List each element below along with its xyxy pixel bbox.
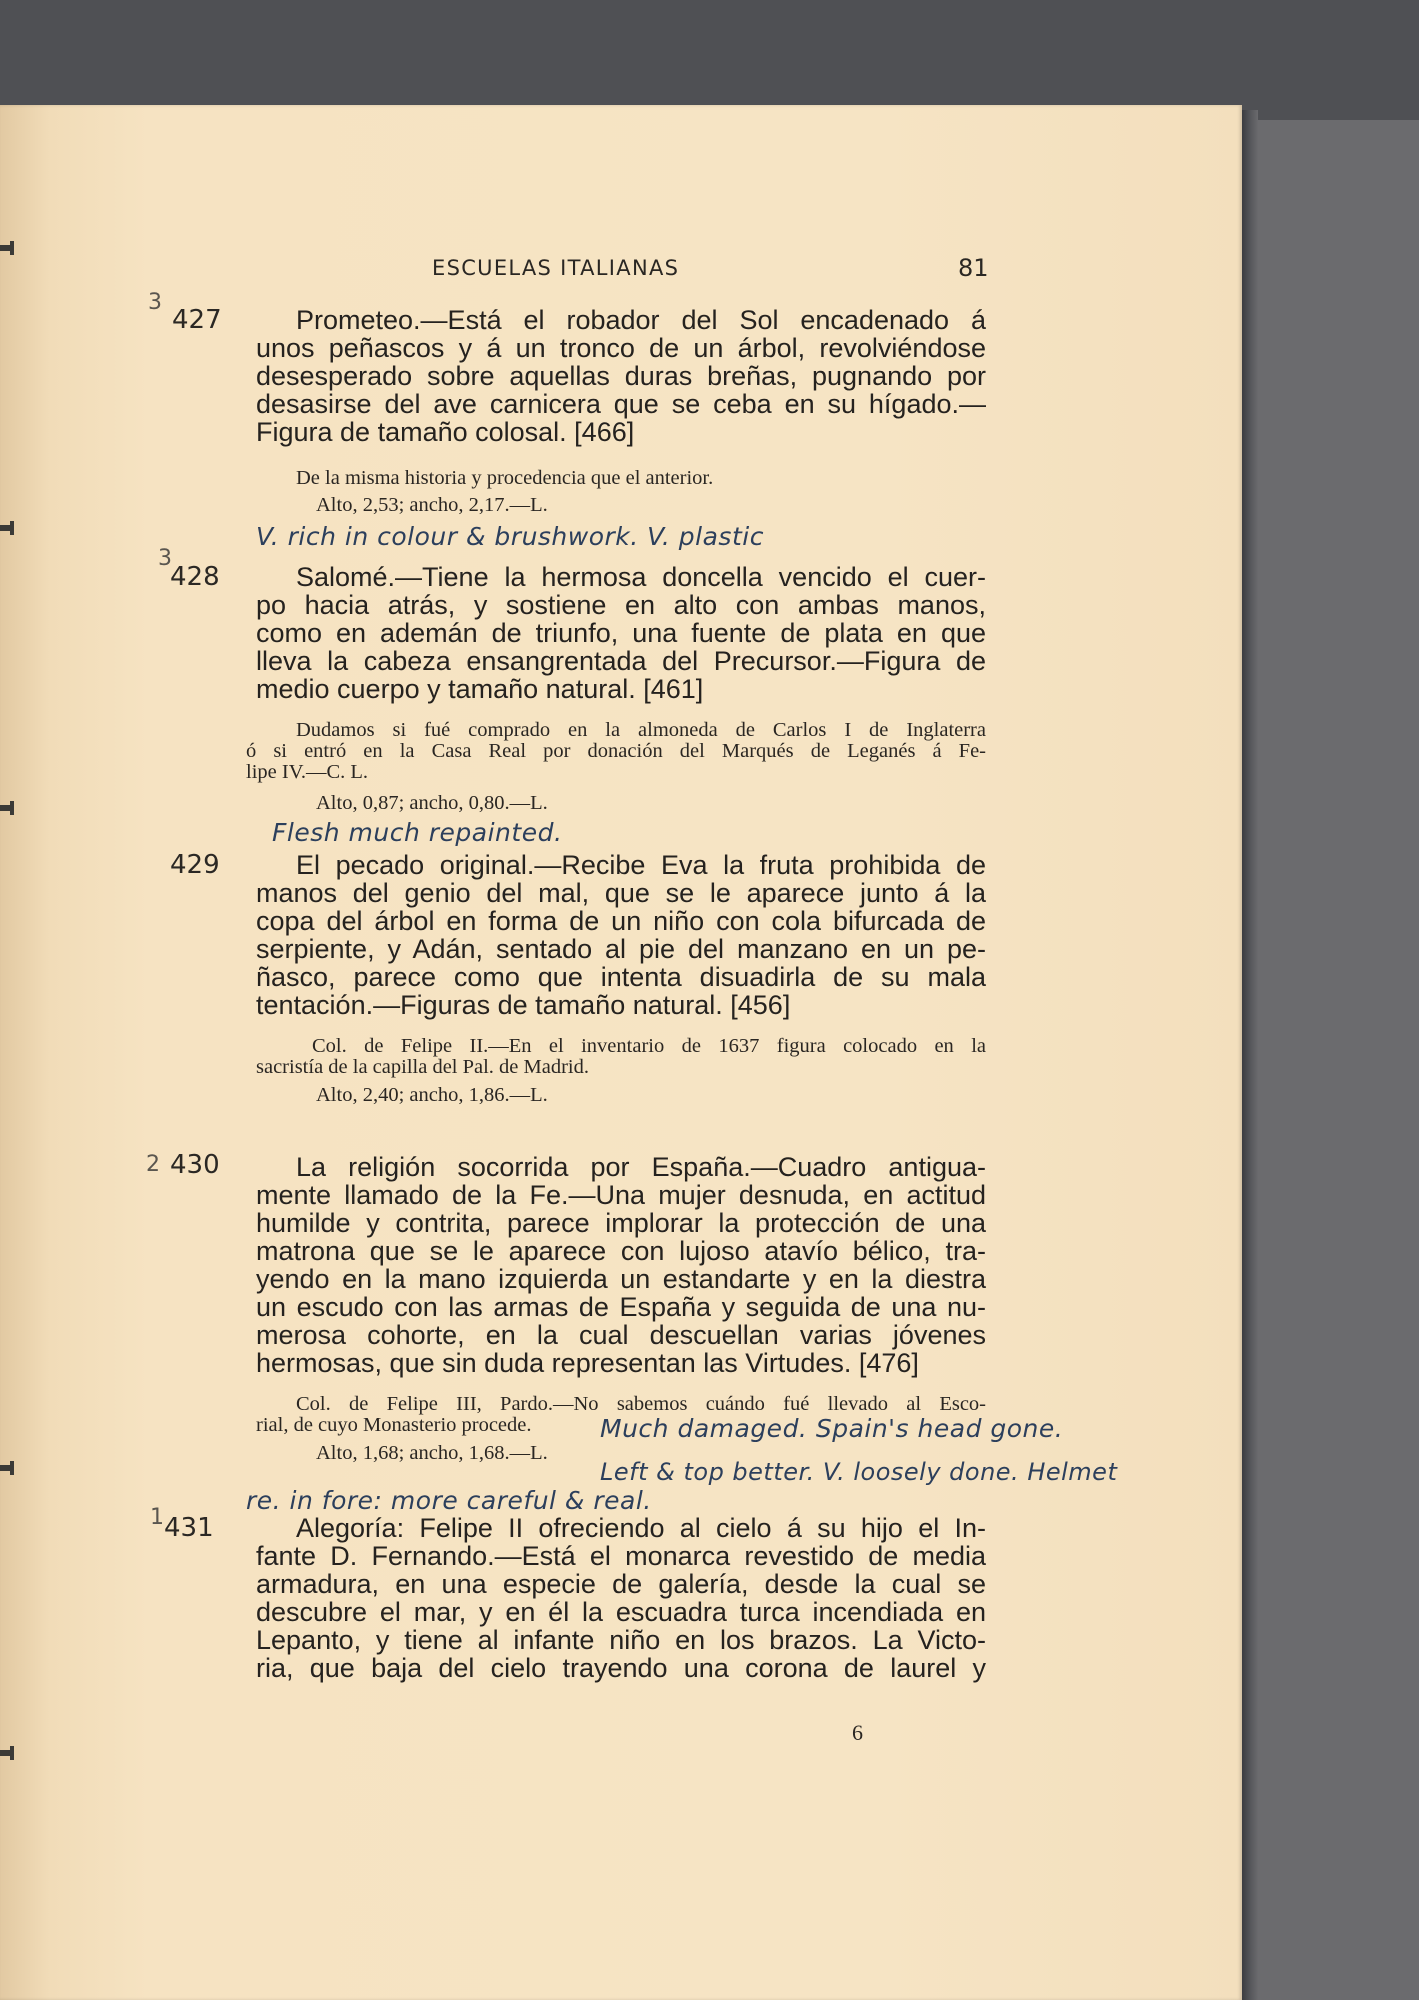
handwritten-note: Left & top better. V. loosely done. Helmet [600,1458,1118,1486]
margin-mark: 1 [150,1505,164,1530]
text-line: como en ademán de triunfo, una fuente de plata en que [256,618,986,648]
entry-text [256,306,986,446]
entry-dimensions: Alto, 0,87; ancho, 0,80.—L. [316,792,548,814]
text-line: Salomé.—Tiene la hermosa doncella vencido el cuer- [296,562,986,592]
entry-text [256,1514,986,1682]
note-line: Col. de Felipe III, Pardo.—No sabemos cuándo fué llevado al Esco- [296,1393,986,1415]
binding-stitch [0,525,12,531]
text-line: armadura, en una especie de galería, desde la cual se [256,1569,986,1599]
entry-note [256,1036,986,1078]
note-line: De la misma historia y procedencia que el anterior. [296,467,714,489]
text-line: un escudo con las armas de España y seguida de una nu- [256,1292,986,1322]
entry-dimensions: Alto, 2,53; ancho, 2,17.—L. [316,494,548,516]
entry-note [296,468,986,489]
text-line: matrona que se le aparece con lujoso atavío bélico, tra- [256,1236,986,1266]
margin-mark: 3 [148,290,162,315]
entry-number: 430 [170,1150,220,1180]
entry-number: 431 [164,1513,214,1543]
binding-stitch [0,1465,12,1471]
text-line: La religión socorrida por España.—Cuadro antigua- [296,1152,986,1182]
text-line: merosa cohorte, en la cual descuellan varias jóvenes [256,1320,986,1350]
note-line: lipe IV.—C. L. [246,761,369,783]
entry-text [256,851,986,1019]
text-line: descubre el mar, y en él la escuadra turca incendiada en [256,1597,986,1627]
binding-stitch [0,805,12,811]
text-line: ñasco, parece como que intenta disuadirla de su mala [256,962,986,992]
note-line: Dudamos si fué comprado en la almoneda de Carlos I de Inglaterra [296,719,986,741]
text-line: lleva la cabeza ensangrentada del Precursor.—Figura de [256,646,986,676]
text-line: medio cuerpo y tamaño natural. [461] [256,674,704,704]
entry-note [246,720,986,783]
text-line: fante D. Fernando.—Está el monarca revestido de media [256,1541,986,1571]
text-line: tentación.—Figuras de tamaño natural. [456] [256,990,791,1020]
text-line: po hacia atrás, y sostiene en alto con ambas manos, [256,590,986,620]
handwritten-note: re. in fore: more careful & real. [246,1486,652,1515]
margin-mark: 3 [158,546,172,571]
binding-stitch [0,245,12,251]
text-line: manos del genio del mal, que se le aparece junto á la [256,878,986,908]
binding-stitch [0,1750,12,1756]
page-number: 81 [958,254,989,282]
note-line: ó si entró en la Casa Real por donación del Marqués de Leganés á Fe- [246,740,986,762]
entry-text [256,563,986,703]
text-line: Alegoría: Felipe II ofreciendo al cielo á su hijo el In- [296,1513,986,1543]
text-line: serpiente, y Adán, sentado al pie del manzano en un pe- [256,934,986,964]
note-line: rial, de cuyo Monasterio procede. [256,1414,532,1436]
handwritten-note: V. rich in colour & brushwork. V. plastic [256,522,764,551]
text-line: Prometeo.—Está el robador del Sol encadenado á [296,305,986,335]
text-line: humilde y contrita, parece implorar la protección de una [256,1208,986,1238]
entry-number: 429 [170,850,220,880]
entry-dimensions: Alto, 1,68; ancho, 1,68.—L. [316,1442,548,1464]
text-line: hermosas, que sin duda representan las Virtudes. [476] [256,1348,919,1378]
note-line: Col. de Felipe II.—En el inventario de 1637 figura colocado en la [312,1035,986,1057]
text-line: copa del árbol en forma de un niño con cola bifurcada de [256,906,986,936]
text-line: yendo en la mano izquierda un estandarte y en la diestra [256,1264,986,1294]
signature-mark: 6 [852,1720,863,1745]
text-line: El pecado original.—Recibe Eva la fruta prohibida de [296,850,986,880]
background-top [0,0,1419,120]
entry-dimensions: Alto, 2,40; ancho, 1,86.—L. [316,1084,548,1106]
text-line: desesperado sobre aquellas duras breñas, pugnando por [256,361,986,391]
text-line: mente llamado de la Fe.—Una mujer desnuda, en actitud [256,1180,986,1210]
entry-number: 427 [172,305,222,335]
margin-mark: 2 [146,1152,160,1177]
running-header: ESCUELAS ITALIANAS [432,256,680,280]
handwritten-note: Flesh much repainted. [272,818,563,847]
text-line: ria, que baja del cielo trayendo una corona de laurel y [256,1653,986,1683]
text-line: Lepanto, y tiene al infante niño en los brazos. La Victo- [256,1625,986,1655]
text-line: desasirse del ave carnicera que se ceba en su hígado.— [256,389,986,419]
handwritten-note: Much damaged. Spain's head gone. [600,1414,1064,1443]
note-line: sacristía de la capilla del Pal. de Madrid. [256,1056,590,1078]
text-line: Figura de tamaño colosal. [466] [256,417,635,447]
text-line: unos peñascos y á un tronco de un árbol, revolviéndose [256,333,986,363]
entry-number: 428 [170,562,220,592]
entry-text [256,1153,986,1377]
